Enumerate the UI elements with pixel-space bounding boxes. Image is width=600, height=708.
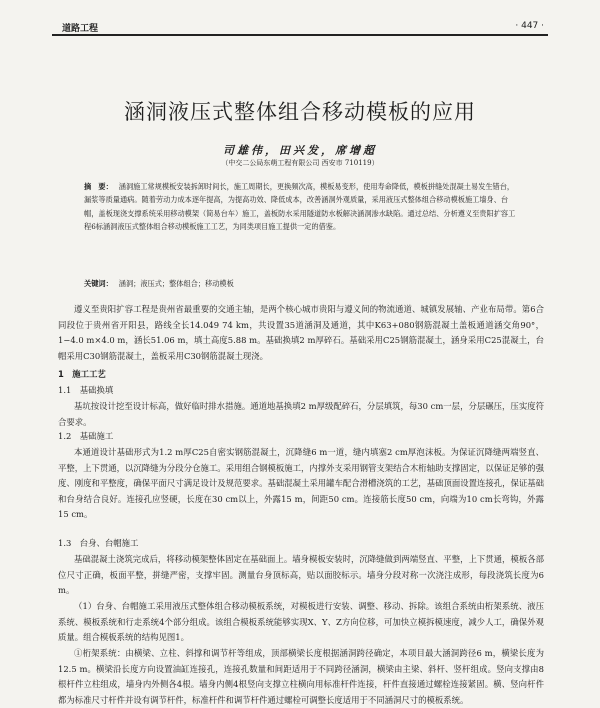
body-paragraph: ①桁架系统：由横梁、立柱、斜撑和调节杆等组成，顶部横梁长度根据涵洞跨径确定，本项目最大涵洞跨径6 m，横梁长度为12.5 m。横梁沿长度方向设置油缸连接孔，连接孔数量和间距适用于不同跨径涵洞，横梁由主梁、斜杆、竖杆组成。竖向支撑由8根杆件立柱组成，墙身内外侧各4根。墙身内侧4根竖向支撑立柱横向用标准杆件连接，杆件直接通过螺栓连接紧固。横、竖向杆件都为标准尺寸杆件并设有调节杆件，标准杆件和调节杆件通过螺栓可调整长度适用于不同涵洞尺寸的模板系统。 (58, 648, 544, 705)
body-paragraph: （1）台身、台帽施工采用液压式整体组合移动模板系统，对模板进行安装、调整、移动、拆除。该组合系统由桁架系统、液压系统、模板系统和行走系统4个部分组成。该组合模板系统能够实现X、Y、Z方向位移，可加快立模拆模速度，减少人工，确保外观质量。组合模板系统的结构见图1。 (58, 601, 544, 642)
page-number: · 447 · (515, 21, 544, 31)
section-heading: 1 施工工艺 (58, 369, 106, 379)
abstract (84, 180, 516, 234)
article-title: 涵洞液压式整体组合移动模板的应用 (124, 100, 476, 124)
abstract-text: 涵洞施工常规模板安装拆卸时间长，施工周期长，更换频次高，模板易变形，使用寿命降低，模板拼缝处混凝土易发生错台，漏浆等质量通病。随着劳动力成本逐年提高，为提高功效、降低成本，改善涵洞外观质量，采用液压式整体组合移动模板施工墙身、台帽，盖板现浇支撑系统采用移动模架（简易台车）施工，盖板防水采用隧道防水板解决涵洞渗水缺陷。通过总结、分析遵义至贵阳扩容工程6标涵洞液压式整体组合移动模板施工工艺，为同类项目施工提供一定的借鉴。 (84, 182, 516, 232)
journal-name: 道路工程 (62, 24, 99, 34)
abstract-label: 摘 要： (84, 182, 113, 191)
subsection-heading: 1.1 基础换填 (58, 385, 114, 395)
keywords (84, 279, 516, 289)
body-paragraph: 本通道设计基础形式为1.2 m厚C25自密实钢筋混凝土，沉降缝6 m一道，缝内填塞2 cm厚泡沫板。为保证沉降缝两端竖直、平整，上下贯通，以沉降缝为分段分仓施工。采用组合钢模板施工，内撑外支采用钢管支架结合木桁轴助支撑固定，以保证足够的强度、刚度和平整度，确保平面尺寸满足设计及规范要求。基础混凝土采用罐车配合滑槽浇筑的工艺，基础顶面设置连接孔，保证基础和台身结合良好。连接孔应竖硬，长度在30 cm以上，外露15 m，间距50 cm。连接筋长度50 cm，向端为10 cm长弯钩，外露15 cm。 (58, 447, 544, 519)
running-header (52, 18, 548, 34)
body-paragraph: 基础混凝土浇筑完成后，将移动模架整体固定在基础面上。墙身模板安装时，沉降缝做到两端竖直、平整，上下贯通，模板各部位尺寸正确，板面平整，拼缝严密，支撑牢固。测量台身顶标高，贴以面胶标示。墙身分段对称一次浇注成形，每段浇筑长度为6 m。 (58, 554, 544, 595)
author-list: 司雄伟，田兴发，席增超 (223, 144, 377, 157)
subsection-heading: 1.2 基础施工 (58, 431, 114, 441)
intro-paragraph: 遵义至贵阳扩容工程是贵州省最重要的交通主轴，是两个核心城市贵阳与遵义间的物流通道、城镇发展轴、产业布局带。第6合同段位于贵州省开阳县，路线全长14.049 74 km，共设置35道涵洞及通道，其中K63+080钢筋混凝土盖板通道涵交角90°，1−4.0 m×4.0 m，涵长51.06 m，填土高度5.88 m。基础换填2 m厚碎石。基础采用C25钢筋混凝土，涵身采用C25混凝土，台帽采用C30钢筋混凝土，盖板采用C30钢筋混凝土现浇。 (58, 304, 544, 361)
subsection-heading: 1.3 台身、台帽施工 (58, 538, 139, 548)
body-paragraph: 基坑按设计挖至设计标高，做好临时排水措施。通道地基换填2 m厚级配碎石，分层填筑，每30 cm一层，分层碾压，压实度符合要求。 (58, 401, 544, 427)
keywords-text: 涵洞；液压式；整体组合；移动模板 (118, 279, 234, 288)
keywords-label: 关键词： (84, 279, 113, 288)
header-rule (52, 34, 548, 36)
affiliation: （中交二公局东萌工程有限公司 西安市 710119） (221, 159, 379, 167)
